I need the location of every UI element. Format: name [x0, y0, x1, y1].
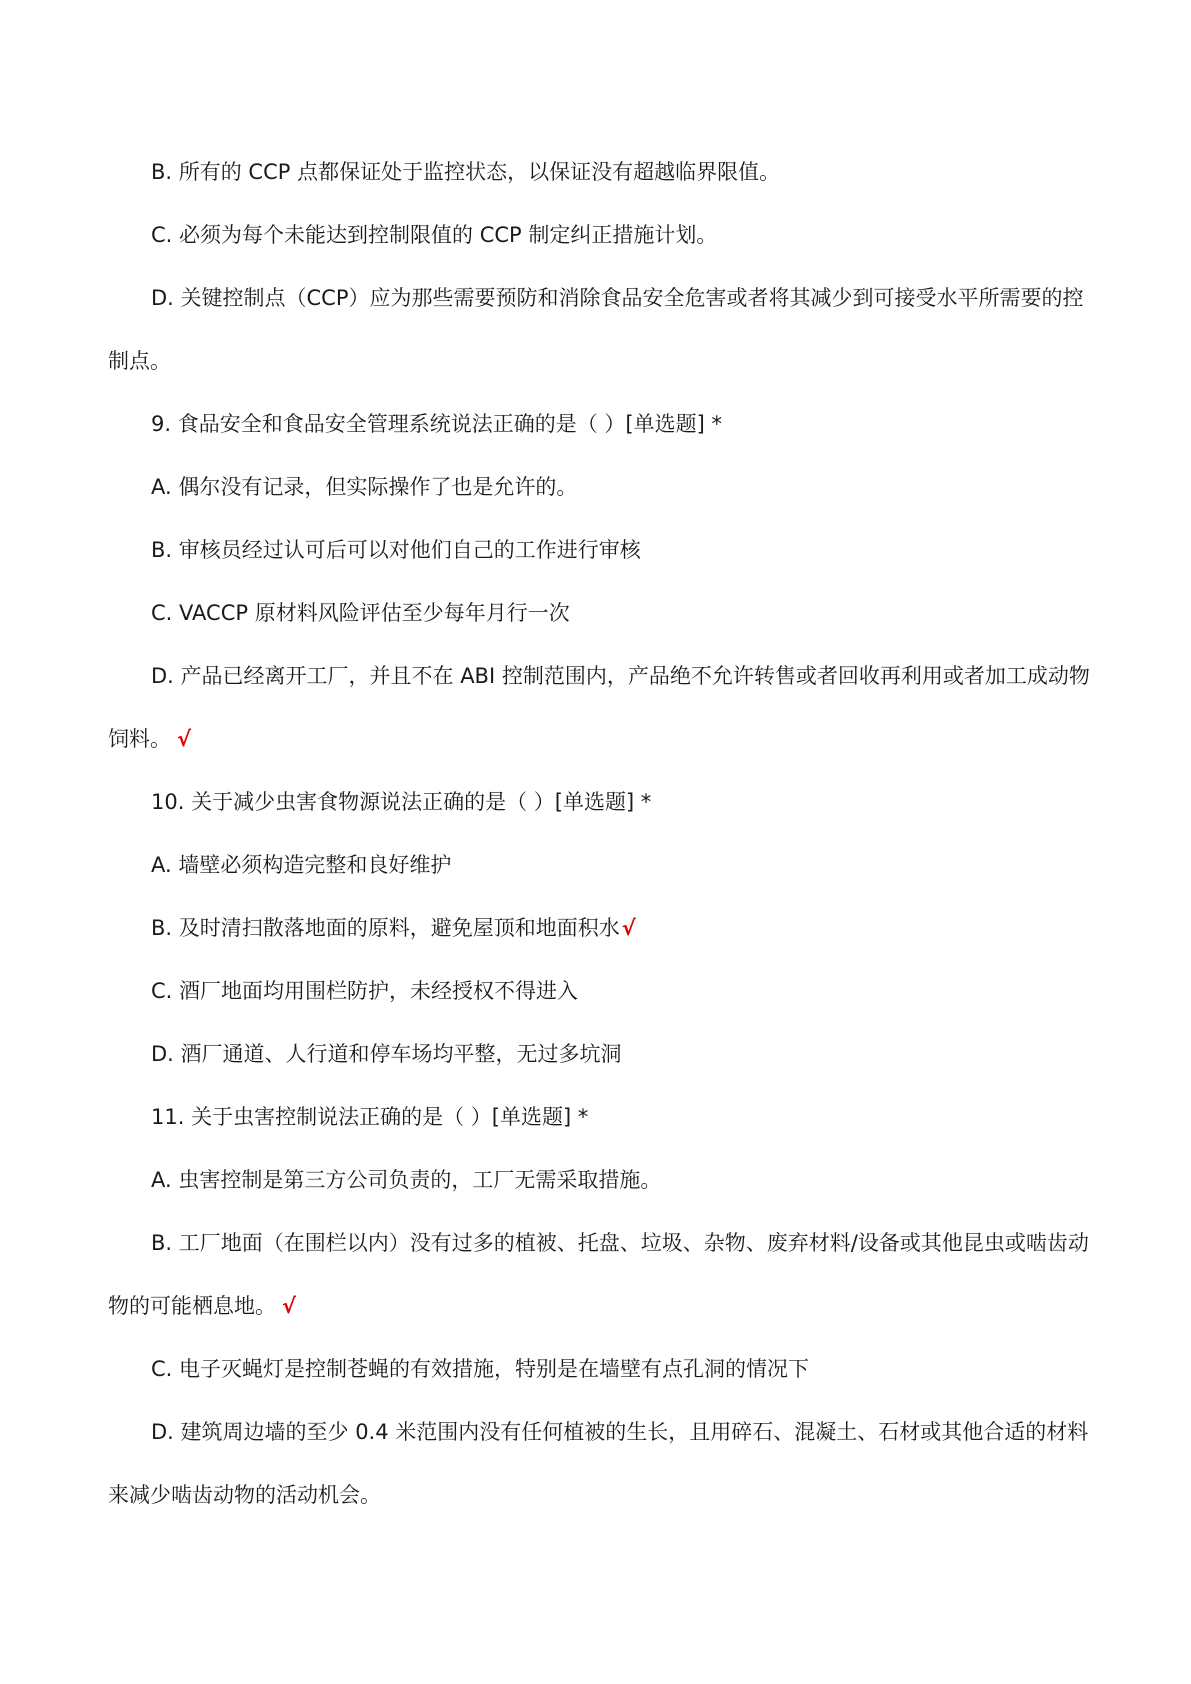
line-text: C. 酒厂地面均用围栏防护，未经授权不得进入	[151, 979, 579, 1003]
q11-option-b	[151, 1229, 1098, 1257]
q11-option-d-continued	[108, 1481, 1098, 1509]
question-text: 9. 食品安全和食品安全管理系统说法正确的是（ ）[单选题] *	[151, 412, 722, 436]
line-text: 饲料。	[108, 727, 171, 751]
line-text: B. 工厂地面（在围栏以内）没有过多的植被、托盘、垃圾、杂物、废弃材料/设备或其他昆虫或啮齿动	[151, 1231, 1089, 1255]
line-text: D. 酒厂通道、人行道和停车场均平整，无过多坑洞	[151, 1042, 622, 1066]
line-text: D. 关键控制点（CCP）应为那些需要预防和消除食品安全危害或者将其减少到可接受水平所需要的控	[151, 286, 1084, 310]
line-text: D. 建筑周边墙的至少 0.4 米范围内没有任何植被的生长，且用碎石、混凝土、石材或其他合适的材料	[151, 1420, 1089, 1444]
q11-option-c	[151, 1355, 1098, 1383]
q9-option-a	[151, 473, 1098, 501]
line-text: D. 产品已经离开工厂，并且不在 ABI 控制范围内，产品绝不允许转售或者回收再利用或者加工成动物	[151, 664, 1090, 688]
question-10	[151, 788, 1098, 816]
q11-option-b-continued	[108, 1292, 1098, 1320]
q10-option-b	[151, 914, 1098, 942]
line-text: C. 必须为每个未能达到控制限值的 CCP 制定纠正措施计划。	[151, 223, 718, 247]
q8-option-d	[151, 284, 1098, 312]
q8-option-c	[151, 221, 1098, 249]
line-text: A. 虫害控制是第三方公司负责的，工厂无需采取措施。	[151, 1168, 662, 1192]
correct-answer-check-icon: √	[177, 727, 192, 751]
question-11	[151, 1103, 1098, 1131]
line-text: A. 墙壁必须构造完整和良好维护	[151, 853, 452, 877]
question-9	[151, 410, 1098, 438]
q9-option-d	[151, 662, 1098, 690]
line-text: A. 偶尔没有记录，但实际操作了也是允许的。	[151, 475, 578, 499]
q11-option-a	[151, 1166, 1098, 1194]
q10-option-a	[151, 851, 1098, 879]
q9-option-b	[151, 536, 1098, 564]
q10-option-d	[151, 1040, 1098, 1068]
q8-option-d-continued	[108, 347, 1098, 375]
question-text: 10. 关于减少虫害食物源说法正确的是（ ）[单选题] *	[151, 790, 652, 814]
q10-option-c	[151, 977, 1098, 1005]
line-text: 制点。	[108, 349, 171, 373]
q8-option-b	[151, 158, 1098, 186]
line-text: B. 及时清扫散落地面的原料，避免屋顶和地面积水	[151, 916, 620, 940]
line-text: B. 所有的 CCP 点都保证处于监控状态，以保证没有超越临界限值。	[151, 160, 781, 184]
q9-option-c	[151, 599, 1098, 627]
line-text: C. VACCP 原材料风险评估至少每年月行一次	[151, 601, 570, 625]
line-text: 来减少啮齿动物的活动机会。	[108, 1483, 381, 1507]
line-text: B. 审核员经过认可后可以对他们自己的工作进行审核	[151, 538, 641, 562]
line-text: C. 电子灭蝇灯是控制苍蝇的有效措施，特别是在墙壁有点孔洞的情况下	[151, 1357, 810, 1381]
q9-option-d-continued	[108, 725, 1098, 753]
correct-answer-check-icon: √	[621, 916, 636, 940]
question-text: 11. 关于虫害控制说法正确的是（ ）[单选题] *	[151, 1105, 589, 1129]
correct-answer-check-icon: √	[282, 1294, 297, 1318]
q11-option-d	[151, 1418, 1098, 1446]
line-text: 物的可能栖息地。	[108, 1294, 276, 1318]
